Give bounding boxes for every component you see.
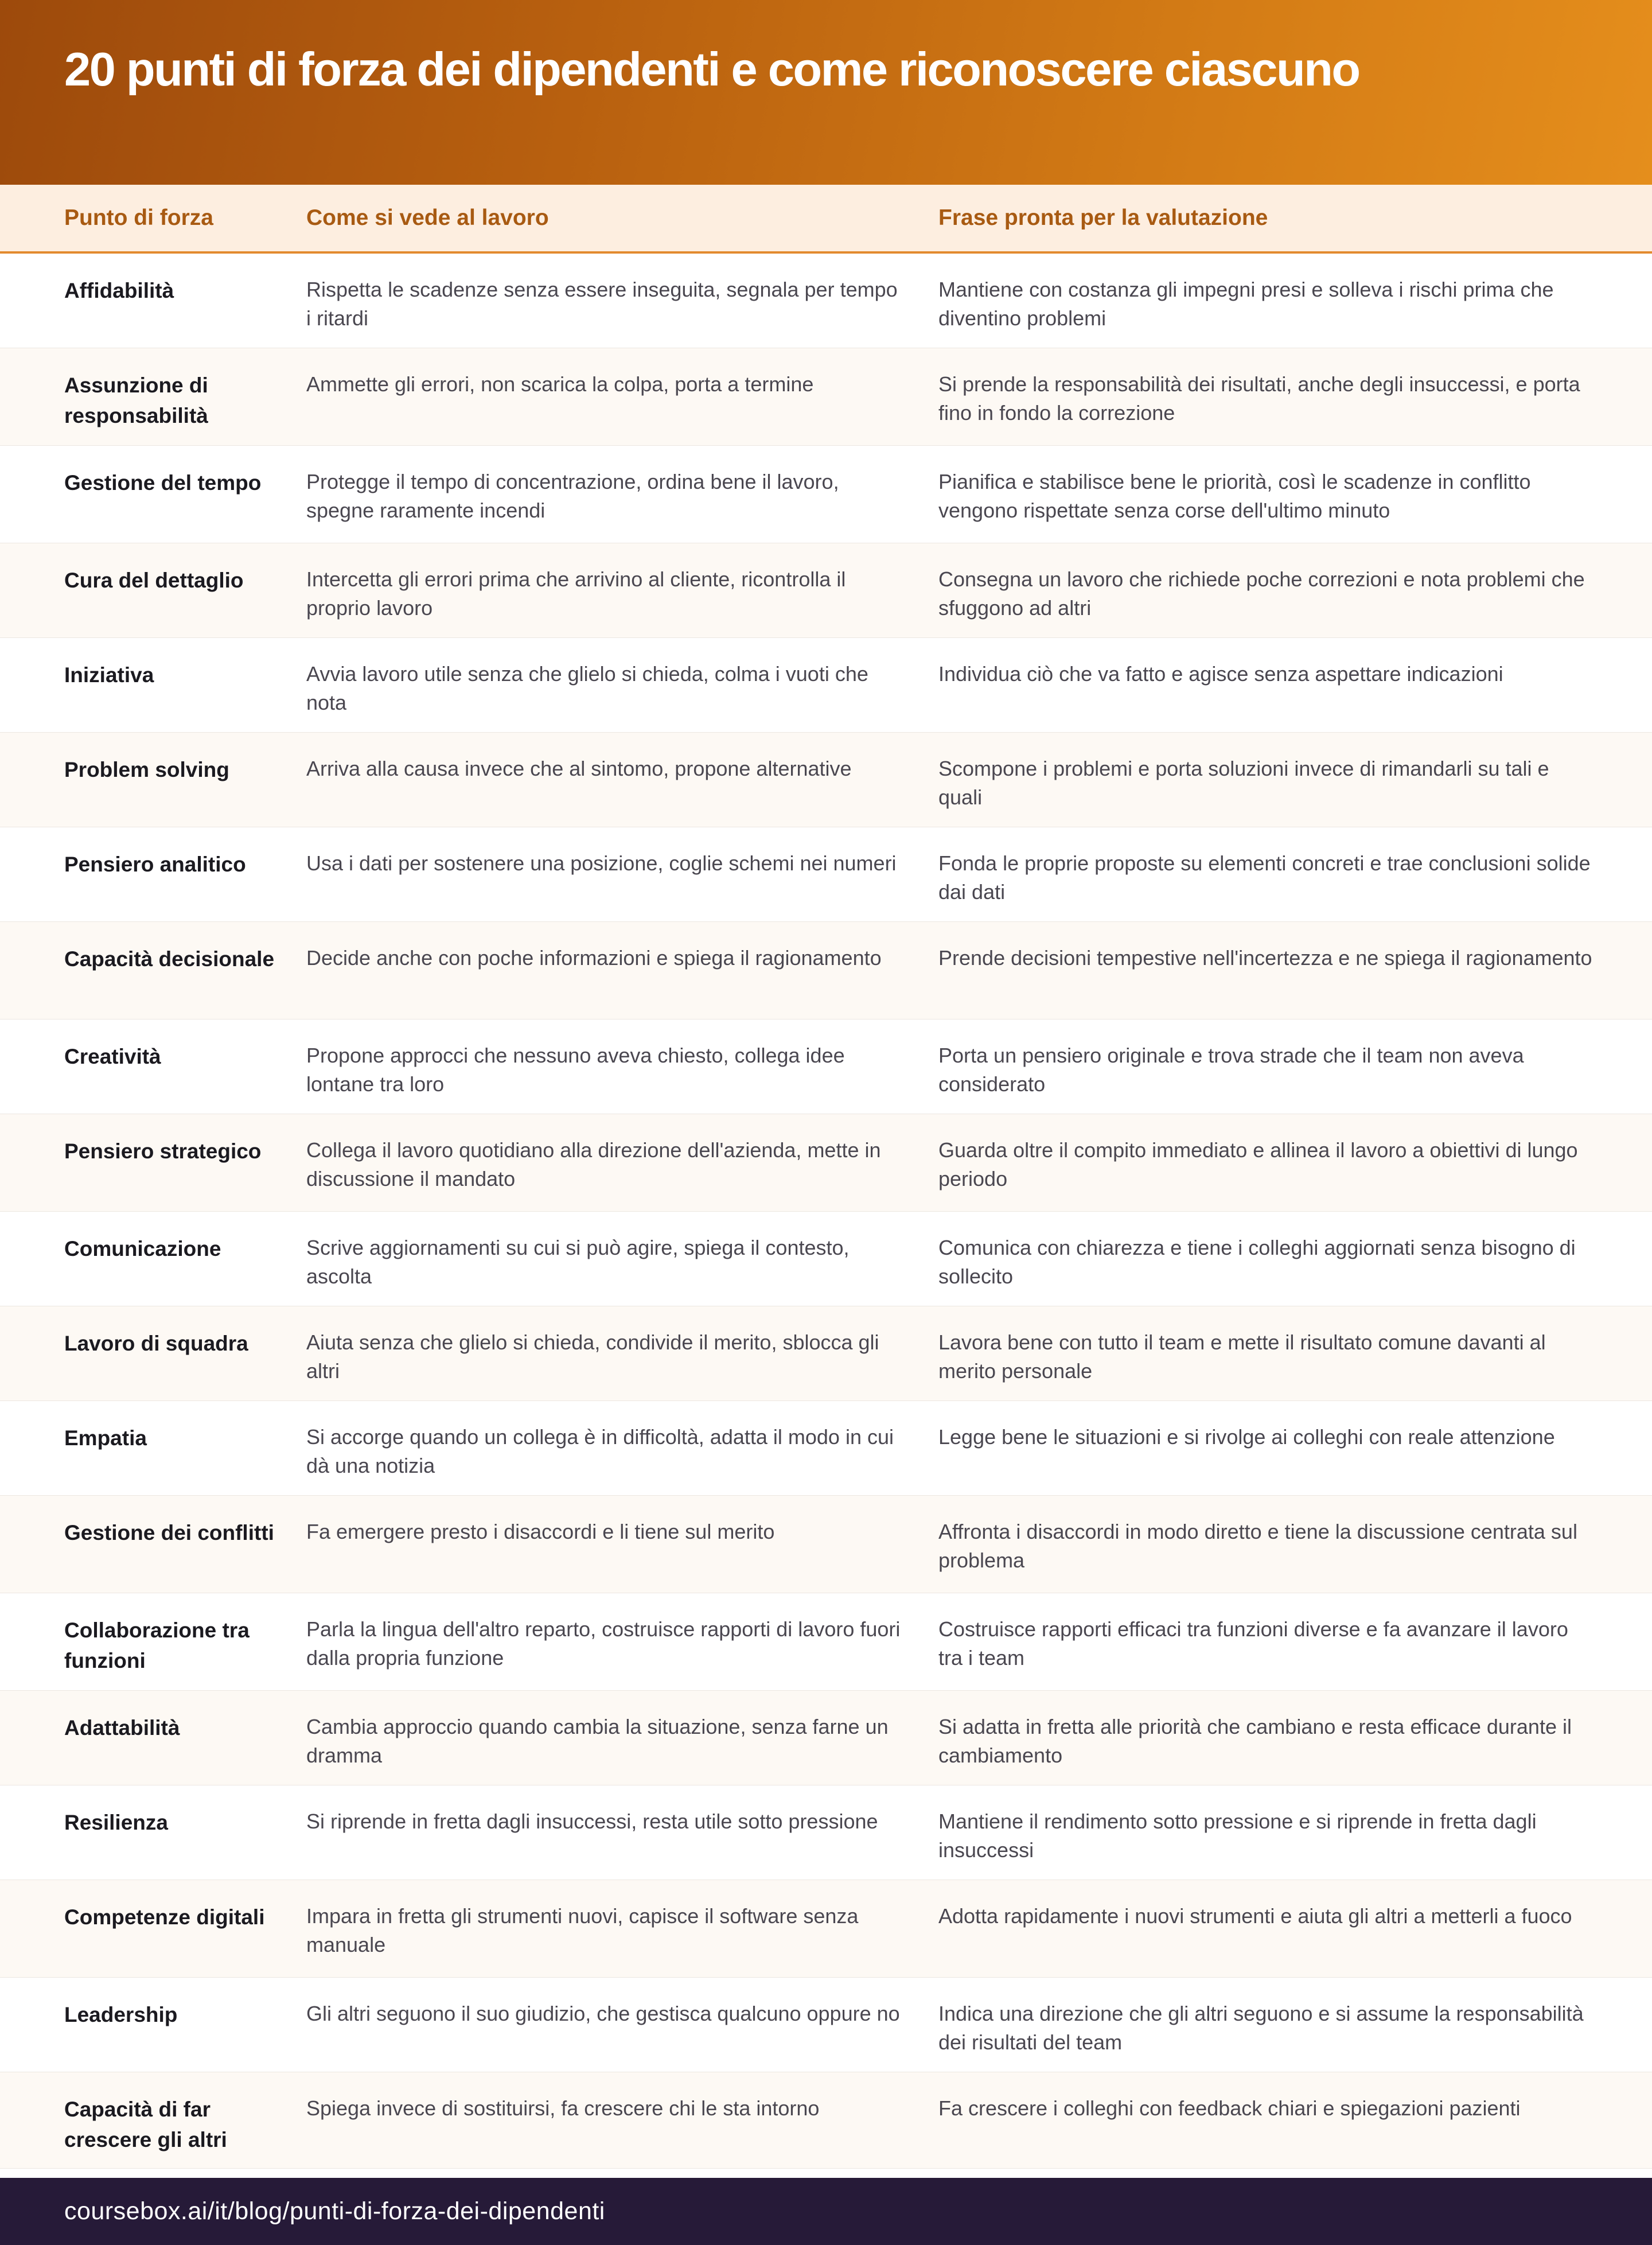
page-title: 20 punti di forza dei dipendenti e come riconoscere ciascuno bbox=[64, 42, 1359, 96]
strength-name: Collaborazione tra funzioni bbox=[64, 1618, 250, 1672]
table-row bbox=[0, 1020, 1652, 1114]
at-work-description: Arriva alla causa invece che al sintomo, propone alternative bbox=[306, 757, 852, 780]
strength-name: Assunzione di responsabilità bbox=[64, 373, 208, 427]
strength-name: Competenze digitali bbox=[64, 1905, 265, 1929]
table-row bbox=[0, 1496, 1652, 1593]
at-work-description: Si accorge quando un collega è in difficoltà, adatta il modo in cui dà una notizia bbox=[306, 1425, 894, 1477]
strength-name: Resilienza bbox=[64, 1811, 168, 1834]
table-row bbox=[0, 1114, 1652, 1212]
table-row bbox=[0, 638, 1652, 733]
review-phrase: Mantiene il rendimento sotto pressione e si riprende in fretta dagli insuccessi bbox=[938, 1810, 1537, 1862]
review-phrase: Si prende la responsabilità dei risultati, anche degli insuccessi, e porta fino in fondo la correzione bbox=[938, 372, 1580, 425]
table-row bbox=[0, 1401, 1652, 1496]
strength-name: Gestione del tempo bbox=[64, 471, 262, 495]
review-phrase: Adotta rapidamente i nuovi strumenti e aiuta gli altri a metterli a fuoco bbox=[938, 1904, 1572, 1928]
strengths-table bbox=[0, 185, 1652, 2169]
at-work-description: Scrive aggiornamenti su cui si può agire, spiega il contesto, ascolta bbox=[306, 1236, 850, 1288]
at-work-description: Ammette gli errori, non scarica la colpa, porta a termine bbox=[306, 372, 814, 396]
at-work-description: Aiuta senza che glielo si chieda, condivide il merito, sblocca gli altri bbox=[306, 1330, 879, 1383]
at-work-description: Collega il lavoro quotidiano alla direzione dell'azienda, mette in discussione il mandato bbox=[306, 1138, 881, 1190]
at-work-description: Si riprende in fretta dagli insuccessi, resta utile sotto pressione bbox=[306, 1810, 878, 1833]
source-url: coursebox.ai/it/blog/punti-di-forza-dei-dipendenti bbox=[64, 2197, 605, 2225]
at-work-description: Gli altri seguono il suo giudizio, che gestisca qualcuno oppure no bbox=[306, 2002, 900, 2025]
table-row bbox=[0, 1212, 1652, 1306]
table-row bbox=[0, 1593, 1652, 1691]
review-phrase: Consegna un lavoro che richiede poche correzioni e nota problemi che sfuggono ad altri bbox=[938, 567, 1585, 620]
strength-name: Capacità di far crescere gli altri bbox=[64, 2098, 227, 2151]
table-row bbox=[0, 733, 1652, 827]
strength-name: Pensiero strategico bbox=[64, 1139, 262, 1163]
review-phrase: Prende decisioni tempestive nell'incertezza e ne spiega il ragionamento bbox=[938, 946, 1592, 970]
strength-name: Problem solving bbox=[64, 758, 229, 781]
at-work-description: Impara in fretta gli strumenti nuovi, capisce il software senza manuale bbox=[306, 1904, 859, 1956]
review-phrase: Scompone i problemi e porta soluzioni invece di rimandarli su tali e quali bbox=[938, 757, 1549, 809]
strength-name: Comunicazione bbox=[64, 1237, 221, 1260]
table-body bbox=[0, 254, 1652, 2169]
review-phrase: Pianifica e stabilisce bene le priorità, così le scadenze in conflitto vengono rispettate senza corse dell'ultimo minuto bbox=[938, 470, 1531, 522]
review-phrase: Guarda oltre il compito immediato e allinea il lavoro a obiettivi di lungo periodo bbox=[938, 1138, 1578, 1190]
table-row bbox=[0, 1691, 1652, 1785]
at-work-description: Protegge il tempo di concentrazione, ordina bene il lavoro, spegne raramente incendi bbox=[306, 470, 839, 522]
at-work-description: Propone approcci che nessuno aveva chiesto, collega idee lontane tra loro bbox=[306, 1044, 845, 1096]
review-phrase: Legge bene le situazioni e si rivolge ai colleghi con reale attenzione bbox=[938, 1425, 1555, 1449]
at-work-description: Intercetta gli errori prima che arrivino al cliente, ricontrolla il proprio lavoro bbox=[306, 567, 846, 620]
strength-name: Adattabilità bbox=[64, 1716, 180, 1740]
review-phrase: Lavora bene con tutto il team e mette il risultato comune davanti al merito personale bbox=[938, 1330, 1546, 1383]
footer-bar bbox=[0, 2178, 1652, 2245]
at-work-description: Rispetta le scadenze senza essere inseguita, segnala per tempo i ritardi bbox=[306, 278, 898, 330]
column-header-phrase: Frase pronta per la valutazione bbox=[938, 205, 1268, 230]
table-header-row bbox=[0, 185, 1652, 254]
strength-name: Leadership bbox=[64, 2003, 178, 2026]
title-banner bbox=[0, 0, 1652, 185]
table-row bbox=[0, 1785, 1652, 1880]
review-phrase: Comunica con chiarezza e tiene i colleghi aggiornati senza bisogno di sollecito bbox=[938, 1236, 1576, 1288]
strength-name: Gestione dei conflitti bbox=[64, 1521, 274, 1544]
at-work-description: Usa i dati per sostenere una posizione, coglie schemi nei numeri bbox=[306, 851, 897, 875]
at-work-description: Spiega invece di sostituirsi, fa crescere chi le sta intorno bbox=[306, 2096, 820, 2120]
strength-name: Empatia bbox=[64, 1426, 147, 1450]
table-row bbox=[0, 922, 1652, 1020]
review-phrase: Indica una direzione che gli altri seguono e si assume la responsabilità dei risultati del team bbox=[938, 2002, 1584, 2054]
review-phrase: Affronta i disaccordi in modo diretto e tiene la discussione centrata sul problema bbox=[938, 1520, 1577, 1572]
table-row bbox=[0, 543, 1652, 638]
table-row bbox=[0, 2072, 1652, 2169]
strength-name: Affidabilità bbox=[64, 279, 174, 302]
review-phrase: Porta un pensiero originale e trova strade che il team non aveva considerato bbox=[938, 1044, 1524, 1096]
table-row bbox=[0, 1880, 1652, 1978]
review-phrase: Individua ciò che va fatto e agisce senza aspettare indicazioni bbox=[938, 662, 1503, 686]
table-row bbox=[0, 446, 1652, 543]
table-row bbox=[0, 254, 1652, 348]
strength-name: Capacità decisionale bbox=[64, 947, 275, 971]
table-row bbox=[0, 1306, 1652, 1401]
review-phrase: Fa crescere i colleghi con feedback chiari e spiegazioni pazienti bbox=[938, 2096, 1521, 2120]
review-phrase: Fonda le proprie proposte su elementi concreti e trae conclusioni solide dai dati bbox=[938, 851, 1591, 904]
strength-name: Creatività bbox=[64, 1045, 161, 1068]
table-row bbox=[0, 827, 1652, 922]
strength-name: Pensiero analitico bbox=[64, 853, 246, 876]
at-work-description: Decide anche con poche informazioni e spiega il ragionamento bbox=[306, 946, 882, 970]
column-header-at-work: Come si vede al lavoro bbox=[306, 205, 549, 230]
at-work-description: Cambia approccio quando cambia la situazione, senza farne un dramma bbox=[306, 1715, 889, 1767]
strength-name: Iniziativa bbox=[64, 663, 154, 687]
strength-name: Cura del dettaglio bbox=[64, 569, 244, 592]
table-row bbox=[0, 348, 1652, 446]
column-header-strength: Punto di forza bbox=[64, 205, 213, 230]
review-phrase: Mantiene con costanza gli impegni presi e solleva i rischi prima che diventino problemi bbox=[938, 278, 1554, 330]
at-work-description: Fa emergere presto i disaccordi e li tiene sul merito bbox=[306, 1520, 775, 1543]
review-phrase: Costruisce rapporti efficaci tra funzioni diverse e fa avanzare il lavoro tra i team bbox=[938, 1617, 1568, 1670]
at-work-description: Parla la lingua dell'altro reparto, costruisce rapporti di lavoro fuori dalla propria funzione bbox=[306, 1617, 901, 1670]
strength-name: Lavoro di squadra bbox=[64, 1332, 248, 1355]
review-phrase: Si adatta in fretta alle priorità che cambiano e resta efficace durante il cambiamento bbox=[938, 1715, 1572, 1767]
at-work-description: Avvia lavoro utile senza che glielo si chieda, colma i vuoti che nota bbox=[306, 662, 868, 714]
table-row bbox=[0, 1978, 1652, 2072]
